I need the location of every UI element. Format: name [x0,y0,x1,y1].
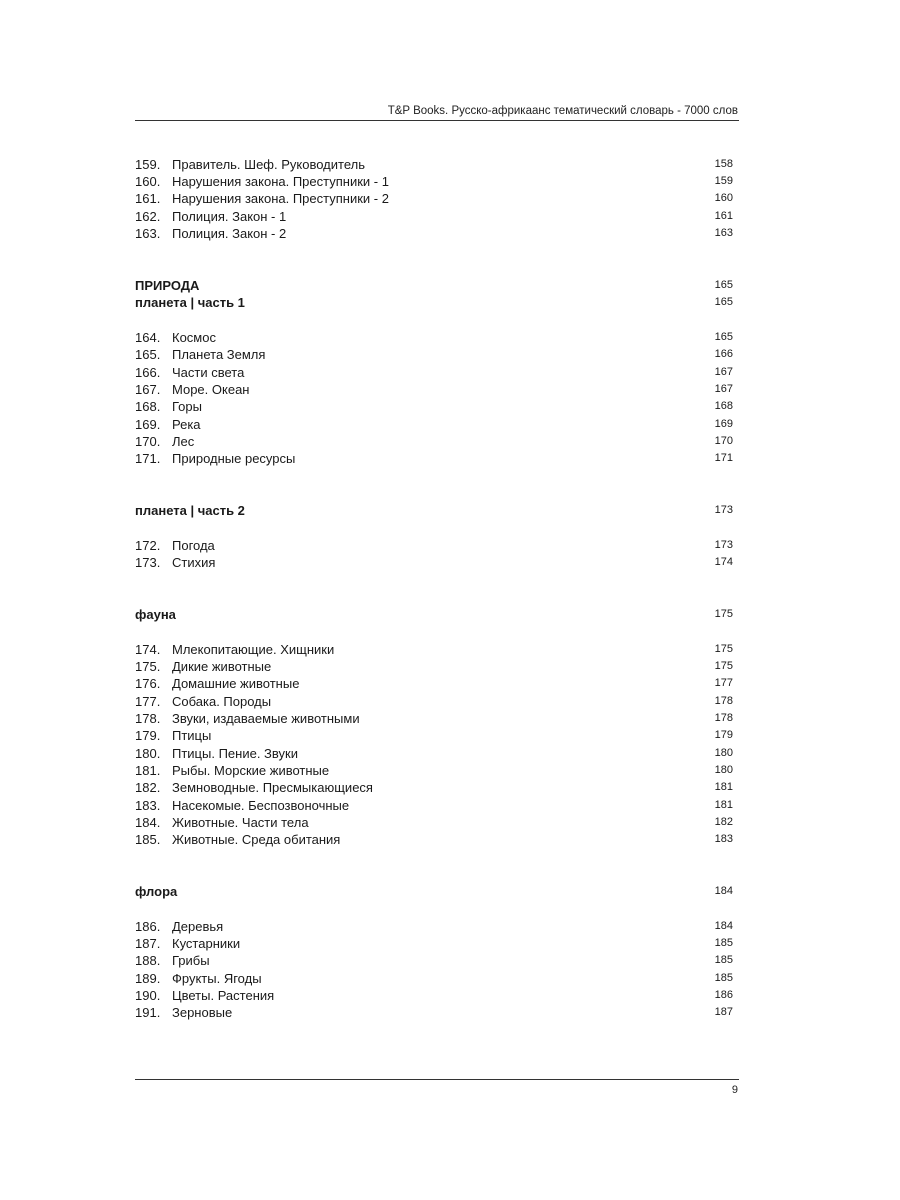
toc-entry-title: Птицы [172,728,212,743]
toc-section-title: флора [135,884,178,899]
toc-entry-number: 163. [135,226,161,241]
toc-entry [135,364,739,381]
toc-entry [135,658,739,675]
toc-entry [135,173,739,190]
footer-rule [135,1079,739,1080]
toc-page-number: 165 [714,331,733,343]
toc-entry-number: 161. [135,191,161,206]
toc-page-number: 165 [714,279,733,291]
toc-entry-number: 176. [135,676,161,691]
toc-entry-number: 168. [135,399,161,414]
toc-page-number: 173 [714,504,733,516]
toc-entry-title: Нарушения закона. Преступники - 1 [172,174,389,189]
toc-entry-title: Собака. Породы [172,694,272,709]
toc-page-number: 187 [714,1006,733,1018]
toc-entry-number: 185. [135,832,161,847]
toc-entry-title: Море. Океан [172,382,250,397]
toc-page-number: 185 [714,954,733,966]
toc-entry-title: Горы [172,399,202,414]
toc-entry [135,918,739,935]
toc-page-number: 160 [714,192,733,204]
toc-page-number: 184 [714,920,733,932]
toc-page-number: 186 [714,989,733,1001]
toc-section-heading [135,277,739,294]
toc-entry [135,762,739,779]
toc-entry-number: 171. [135,451,161,466]
toc-page-number: 185 [714,937,733,949]
toc-page-number: 158 [714,158,733,170]
toc-entry [135,537,739,554]
toc-page-number: 179 [714,729,733,741]
toc-entry [135,675,739,692]
toc-entry-title: Млекопитающие. Хищники [172,642,335,657]
toc-page-number: 173 [714,539,733,551]
toc-entry-title: Звуки, издаваемые животными [172,711,360,726]
toc-page-number: 167 [714,366,733,378]
toc-entry-number: 173. [135,555,161,570]
toc-page-number: 174 [714,556,733,568]
toc-entry-number: 174. [135,642,161,657]
toc-page-number: 163 [714,227,733,239]
toc-page-number: 161 [714,210,733,222]
toc-entry [135,952,739,969]
toc-entry [135,641,739,658]
running-header: T&P Books. Русско-африкаанс тематический словарь - 7000 слов [387,105,738,117]
toc-entry-number: 184. [135,815,161,830]
toc-entry [135,450,739,467]
toc-entry-number: 172. [135,538,161,553]
toc-page-number: 180 [714,747,733,759]
toc-entry-title: Полиция. Закон - 1 [172,209,287,224]
toc-entry [135,329,739,346]
toc-entry-number: 159. [135,157,161,172]
toc-entry-title: Земноводные. Пресмыкающиеся [172,780,373,795]
toc-page-number: 166 [714,348,733,360]
toc-entry-title: Стихия [172,555,216,570]
toc-entry-number: 187. [135,936,161,951]
toc-entry-title: Лес [172,434,195,449]
toc-entry-number: 166. [135,365,161,380]
toc-page-number: 168 [714,400,733,412]
toc-entry-title: Погода [172,538,215,553]
toc-entry-title: Кустарники [172,936,241,951]
toc-entry-title: Полиция. Закон - 2 [172,226,287,241]
toc-entry [135,797,739,814]
toc-entry-number: 191. [135,1005,161,1020]
toc-entry-number: 183. [135,798,161,813]
toc-section-heading [135,883,739,900]
toc-entry-title: Фрукты. Ягоды [172,971,262,986]
page-number: 9 [731,1084,738,1096]
toc-entry [135,416,739,433]
toc-entry-title: Дикие животные [172,659,272,674]
toc-section-title: планета | часть 1 [135,295,245,310]
toc-entry [135,156,739,173]
toc-page-number: 181 [714,799,733,811]
toc-page-number: 180 [714,764,733,776]
toc-section-title: фауна [135,607,176,622]
toc-entry-number: 160. [135,174,161,189]
toc-entry [135,935,739,952]
toc-page-number: 182 [714,816,733,828]
toc-section-heading [135,502,739,519]
toc-entry-title: Зерновые [172,1005,233,1020]
toc-page-number: 169 [714,418,733,430]
toc-entry [135,225,739,242]
toc-page-number: 184 [714,885,733,897]
toc-entry-number: 169. [135,417,161,432]
toc-page-number: 183 [714,833,733,845]
toc-entry-title: Части света [172,365,245,380]
toc-entry-title: Нарушения закона. Преступники - 2 [172,191,389,206]
toc-entry-title: Насекомые. Беспозвоночные [172,798,350,813]
toc-entry [135,346,739,363]
toc-entry-number: 178. [135,711,161,726]
toc-entry [135,987,739,1004]
toc-entry [135,970,739,987]
toc-entry-number: 175. [135,659,161,674]
toc-page-number: 159 [714,175,733,187]
toc-entry [135,779,739,796]
toc-page-number: 185 [714,972,733,984]
toc-entry-number: 186. [135,919,161,934]
toc-entry-title: Река [172,417,201,432]
toc-entry-number: 182. [135,780,161,795]
toc-entry-title: Космос [172,330,216,345]
toc-entry-title: Цветы. Растения [172,988,275,1003]
toc-entry-number: 170. [135,434,161,449]
toc-entry-title: Рыбы. Морские животные [172,763,330,778]
toc-entry [135,693,739,710]
toc-section-heading [135,294,739,311]
toc-entry [135,208,739,225]
toc-entry-number: 167. [135,382,161,397]
toc-page-number: 178 [714,695,733,707]
toc-entry-number: 165. [135,347,161,362]
toc-page-number: 165 [714,296,733,308]
toc-entry [135,1004,739,1021]
toc-page-number: 171 [714,452,733,464]
toc-page-number: 178 [714,712,733,724]
toc-entry-title: Планета Земля [172,347,266,362]
toc-section-heading [135,606,739,623]
toc-entry-number: 179. [135,728,161,743]
toc-entry-number: 189. [135,971,161,986]
toc-entry [135,398,739,415]
toc-page-number: 170 [714,435,733,447]
toc-entry-number: 177. [135,694,161,709]
toc-entry [135,814,739,831]
toc-entry-number: 162. [135,209,161,224]
toc-entry [135,381,739,398]
toc-entry-title: Природные ресурсы [172,451,296,466]
toc-entry [135,554,739,571]
toc-entry-number: 181. [135,763,161,778]
toc-page-number: 175 [714,608,733,620]
toc-entry-number: 180. [135,746,161,761]
header-rule [135,120,739,121]
toc-entry [135,433,739,450]
toc-page-number: 175 [714,643,733,655]
toc-entry-number: 188. [135,953,161,968]
toc-page-number: 177 [714,677,733,689]
toc-entry-number: 164. [135,330,161,345]
toc-entry [135,727,739,744]
toc-page-number: 175 [714,660,733,672]
toc-section-title: планета | часть 2 [135,503,245,518]
toc-entry [135,710,739,727]
toc-page-number: 181 [714,781,733,793]
toc-entry [135,831,739,848]
toc-entry-title: Грибы [172,953,210,968]
toc-section-title: ПРИРОДА [135,278,200,293]
toc-entry [135,745,739,762]
toc-entry-title: Деревья [172,919,224,934]
toc-entry-title: Животные. Среда обитания [172,832,341,847]
toc-entry-title: Правитель. Шеф. Руководитель [172,157,365,172]
toc-page-number: 167 [714,383,733,395]
toc-entry-title: Животные. Части тела [172,815,309,830]
toc-entry-number: 190. [135,988,161,1003]
toc-entry-title: Птицы. Пение. Звуки [172,746,298,761]
toc-entry-title: Домашние животные [172,676,300,691]
toc-entry [135,190,739,207]
